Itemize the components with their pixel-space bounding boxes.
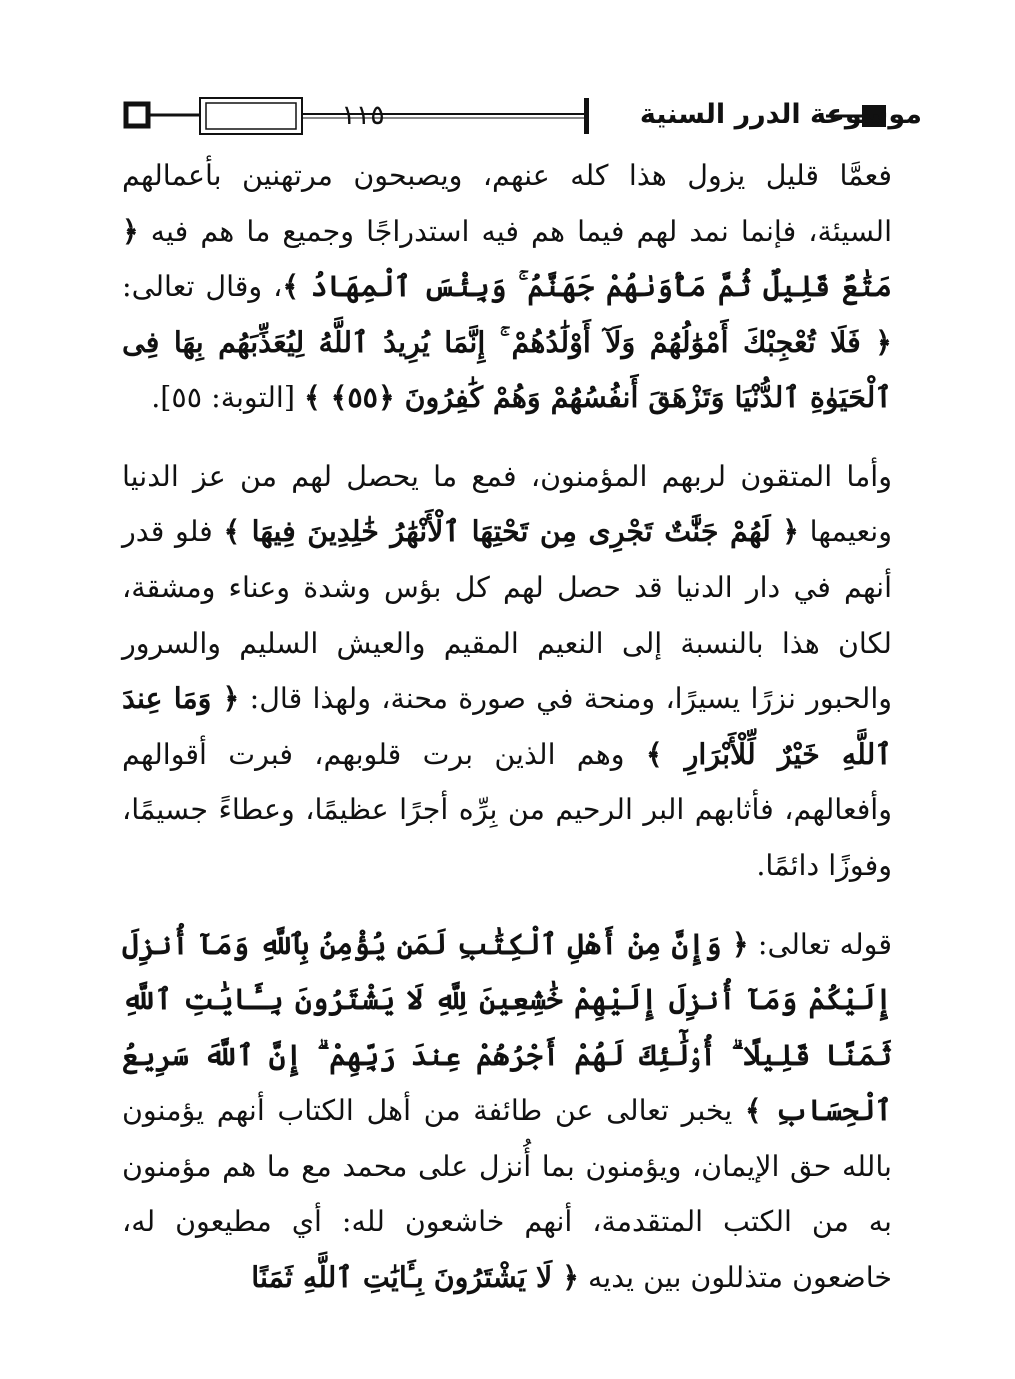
body-text: [التوبة: ٥٥]. <box>151 381 305 415</box>
series-title: موسوعة الدرر السنية <box>639 99 922 130</box>
quran-verse: ﴿ مَتَٰعٌ قَلِيلٌ ثُمَّ مَأْوَىٰهُمْ جَهَنَّمُ ۚ وَبِئْسَ ٱلْمِهَادُ ﴾ <box>122 213 893 304</box>
page-body <box>122 148 892 1306</box>
body-text: يخبر تعالى عن طائفة من أهل الكتاب أنهم يؤمنون بالله حق الإيمان، ويؤمنون بما أُنزل على محمد مع ما هم مؤمنون به من الكتب المتقدمة، أنهم خاشعون لله: أي مطيعون له، خاضعون متذللون بين يديه <box>122 1094 892 1294</box>
quran-verse: ﴿ فَلَا تُعْجِبْكَ أَمْوَٰلُهُمْ وَلَآ أَوْلَٰدُهُمْ ۚ إِنَّمَا يُرِيدُ ٱللَّهُ لِيُعَذِّبَهُم بِهَا فِى ٱلْحَيَوٰةِ ٱلدُّنْيَا وَتَزْهَقَ أَنفُسُهُمْ وَهُمْ كَٰفِرُونَ ﴿٥٥﴾ ﴾ <box>122 324 892 415</box>
body-text: فلو قدر أنهم في دار الدنيا قد حصل لهم كل بؤس وشدة وعناء ومشقة، لكان هذا بالنسبة إلى النعيم المقيم والعيش السليم والسرور والحبور نزرًا يسيرًا، ومنحة في صورة محنة، ولهذا قال: <box>122 515 893 716</box>
page-number: ١١٥ <box>341 100 385 131</box>
quran-verse: ﴿ وَإِنَّ مِنْ أَهْلِ ٱلْكِتَٰبِ لَمَن يُؤْمِنُ بِٱللَّهِ وَمَآ أُنزِلَ إِلَيْكُمْ وَمَآ أُنزِلَ إِلَيْهِمْ خَٰشِعِينَ لِلَّهِ لَا يَشْتَرُونَ بِـَٔايَٰتِ ٱللَّهِ ثَمَنًا قَلِيلًا ۗ أُو۟لَٰٓئِكَ لَهُمْ أَجْرُهُمْ عِندَ رَبِّهِمْ ۗ إِنَّ ٱللَّهَ سَرِيعُ ٱلْحِسَابِ ﴾ <box>122 926 892 1128</box>
body-text: ، وقال تعالى: <box>122 270 283 304</box>
body-text: وهم الذين برت قلوبهم، فبرت أقوالهم وأفعالهم، فأثابهم البر الرحيم من بِرِّه أجرًا عظيمًا، وعطاءً جسيمًا، وفوزًا دائمًا. <box>122 737 892 882</box>
quran-verse: ﴿ لَا يَشْتَرُونَ بِـَٔايَٰتِ ٱللَّهِ ثَمَنًا <box>251 1259 579 1294</box>
body-text: قوله تعالى: <box>748 927 892 961</box>
page-header <box>120 92 922 140</box>
paragraph <box>122 449 892 894</box>
body-text: فعمَّا قليل يزول هذا كله عنهم، ويصبحون مرتهنين بأعمالهم السيئة، فإنما نمد لهم فيما هم فيه استدراجًا وجميع ما هم فيه <box>122 159 892 248</box>
body-text: وأما المتقون لربهم المؤمنون، فمع ما يحصل لهم من عز الدنيا ونعيمها <box>122 459 892 549</box>
quran-verse: ﴿ لَهُمْ جَنَّٰتٌ تَجْرِى مِن تَحْتِهَا ٱلْأَنْهَٰرُ خَٰلِدِينَ فِيهَا ﴾ <box>223 514 799 549</box>
paragraph <box>122 917 892 1306</box>
quran-verse: ﴿ وَمَا عِندَ ٱللَّهِ خَيْرٌ لِّلْأَبْرَارِ ﴾ <box>122 681 892 771</box>
paragraph <box>122 148 892 426</box>
